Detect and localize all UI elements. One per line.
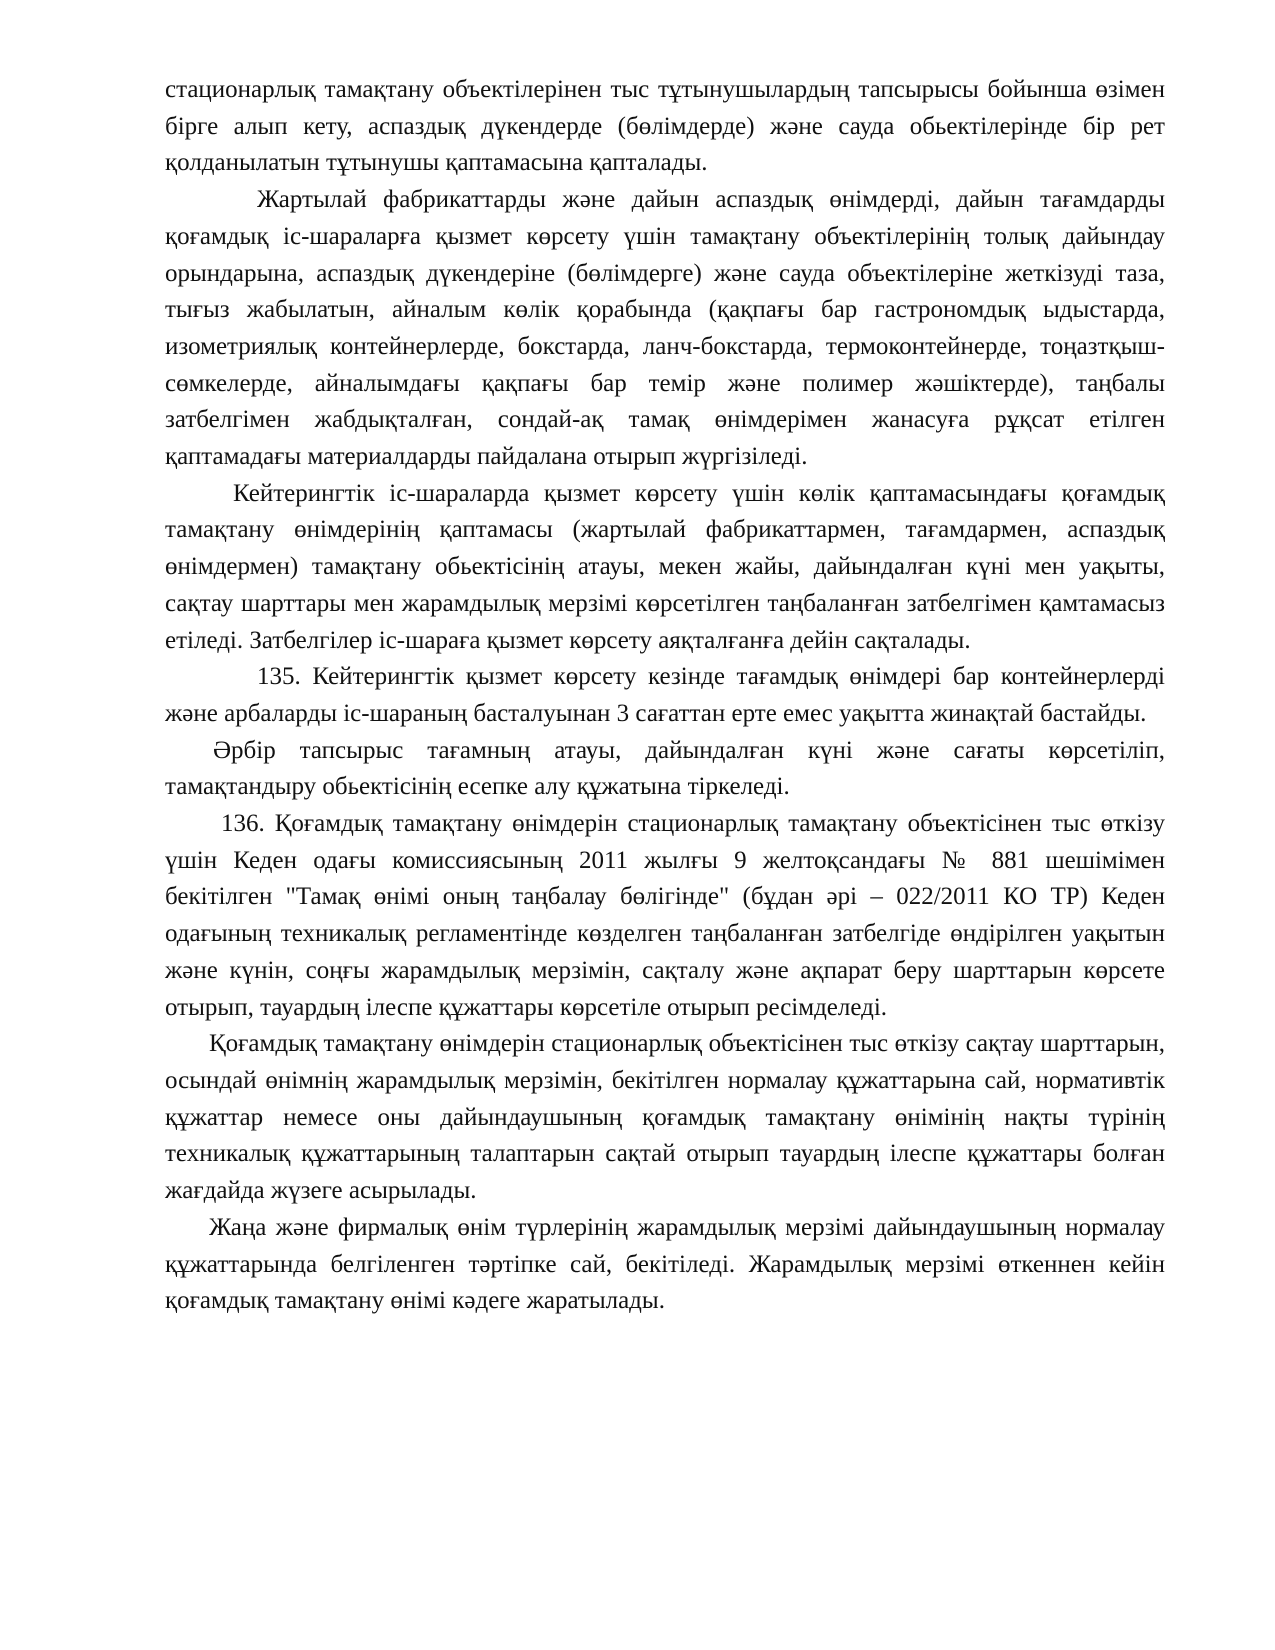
paragraph-5: Әрбір тапсырыс тағамның атауы, дайындалған күні және сағаты көрсетіліп, тамақтандыру обьектісінің есепке алу құжатына тіркеледі.	[165, 736, 1165, 801]
paragraph-8: Жаңа және фирмалық өнім түрлерінің жарамдылық мерзімі дайындаушының нормалау құжаттарында белгіленген тәртіпке сай, бекітіледі. Жарамдылық мерзімі өткеннен кейін қоғамдық тамақтану өнімі кәдеге жаратылады.	[165, 1213, 1165, 1315]
paragraph-136: 136. Қоғамдық тамақтану өнімдерін стационарлық тамақтану объектісінен тыс өткізу үшін Кеден одағы комиссиясының 2011 жылғы 9 желтоқсандағы № 881 шешімімен бекітілген "Тамақ өнімі оның таңбалау бөлігінде" (бұдан әрі – 022/2011 КО ТР) Кеден одағының техникалық регламентінде көзделген таңбаланған затбелгіде өндірілген уақытын және күнін, соңғы жарамдылық мерзімін, сақталу және ақпарат беру шарттарын көрсете отырып, тауардың ілеспе құжаттары көрсетіле отырып ресімделеді.	[165, 810, 1165, 1021]
paragraph-3: Кейтерингтік іс-шараларда қызмет көрсету үшін көлік қаптамасындағы қоғамдық тамақтану өнімдерінің қаптамасы (жартылай фабрикаттармен, тағамдармен, аспаздық өнімдермен) тамақтану обьектісінің атауы, мекен жайы, дайындалған күні мен уақыты, сақтау шарттары мен жарамдылық мерзімі көрсетілген таңбаланған затбелгімен қамтамасыз етіледі. Затбелгілер іс-шараға қызмет көрсету аяқталғанға дейін сақталады.	[165, 479, 1165, 654]
document-body	[165, 72, 1165, 1320]
paragraph-135: 135. Кейтерингтік қызмет көрсету кезінде тағамдық өнімдері бар контейнерлерді және арбаларды іс-шараның басталуынан 3 сағаттан ерте емес уақытта жинақтай бастайды.	[165, 663, 1165, 727]
paragraph-1: стационарлық тамақтану объектілерінен тыс тұтынушылардың тапсырысы бойынша өзімен бірге алып кету, аспаздық дүкендерде (бөлімдерде) және сауда обьектілерінде бір рет қолданылатын тұтынушы қаптамасына қапталады.	[165, 76, 1165, 177]
paragraph-2: Жартылай фабрикаттарды және дайын аспаздық өнімдерді, дайын тағамдарды қоғамдық іс-шараларға қызмет көрсету үшін тамақтану объектілерінің толық дайындау орындарына, аспаздық дүкендеріне (бөлімдерге) және сауда объектілеріне жеткізуді таза, тығыз жабылатын, айналым көлік қорабында (қақпағы бар гастрономдық ыдыстарда, изометриялық контейнерлерде, бокстарда, ланч-бокстарда, термоконтейнерде, тоңазтқыш-сөмкелерде, айналымдағы қақпағы бар темір және полимер жәшіктерде), таңбалы затбелгімен жабдықталған, сондай-ақ тамақ өнімдерімен жанасуға рұқсат етілген қаптамадағы материалдарды пайдалана отырып жүргізіледі.	[165, 186, 1165, 471]
paragraph-7: Қоғамдық тамақтану өнімдерін стационарлық объектісінен тыс өткізу сақтау шарттарын, осындай өнімнің жарамдылық мерзімін, бекітілген нормалау құжаттарына сай, нормативтік құжаттар немесе оны дайындаушының қоғамдық тамақтану өнімінің нақты түрінің техникалық құжаттарының талаптарын сақтай отырып тауардың ілеспе құжаттары болған жағдайда жүзеге асырылады.	[165, 1030, 1165, 1205]
